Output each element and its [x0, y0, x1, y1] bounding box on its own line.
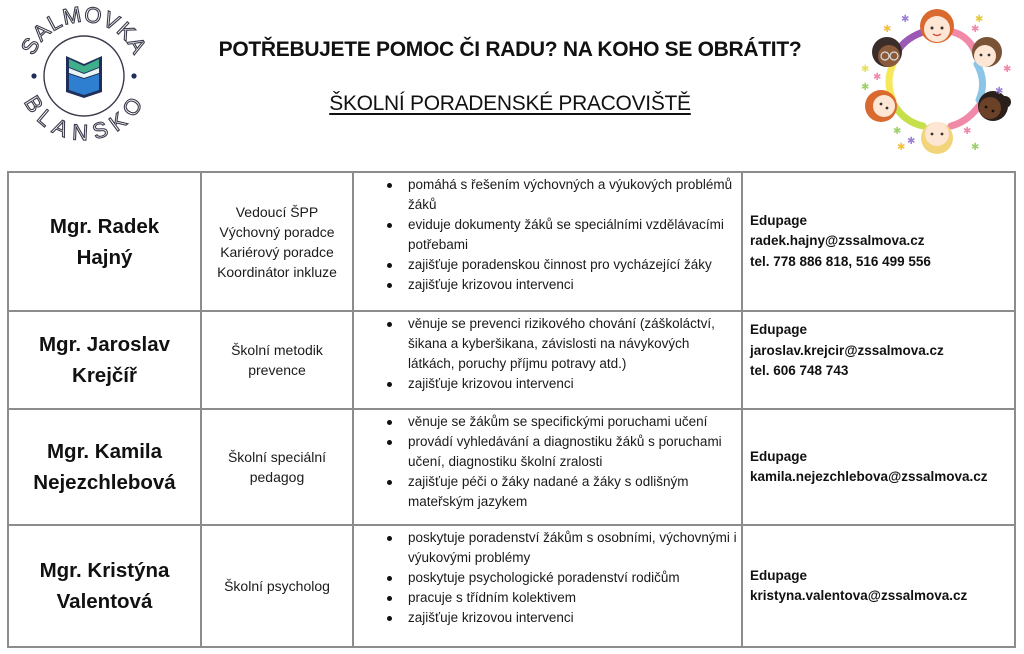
staff-contact — [742, 409, 1015, 525]
staff-name — [8, 311, 201, 409]
contact-phone: tel. 606 748 743 — [750, 363, 849, 378]
child-bottom — [921, 122, 953, 154]
staff-contact — [742, 172, 1015, 311]
duty-item: provádí vyhledávání a diagnostiku žáků s poruchami učení, diagnostiku školní zralosti — [408, 432, 737, 472]
svg-text:✱: ✱ — [971, 24, 980, 35]
staff-role — [201, 525, 353, 647]
duties-list — [354, 314, 737, 394]
duty-item: věnuje se žákům se specifickými poruchami učení — [408, 412, 737, 432]
contact-email[interactable]: kristyna.valentova@zssalmova.cz — [750, 588, 968, 603]
contact-edupage: Edupage — [750, 212, 808, 228]
staff-role — [201, 409, 353, 525]
svg-text:✱: ✱ — [975, 14, 984, 25]
children-circle-illustration — [853, 2, 1019, 158]
logo-top-text: SALMOVKA — [15, 2, 153, 59]
staff-duties — [353, 525, 742, 647]
child-top — [920, 9, 954, 43]
role-line: Školní speciální — [227, 449, 327, 465]
child-top-left — [872, 37, 902, 67]
svg-text:✱: ✱ — [971, 142, 980, 153]
contact-email[interactable]: jaroslav.krejcir@zssalmova.cz — [750, 342, 944, 358]
duty-item: pomáhá s řešením výchovných a výukových problémů žáků — [408, 175, 737, 215]
staff-role — [201, 311, 353, 409]
svg-text:✱: ✱ — [901, 14, 910, 25]
logo-dot-left — [31, 73, 36, 78]
role-line: Vedoucí ŠPP — [235, 203, 319, 220]
staff-duties — [353, 172, 742, 311]
role-line: Výchovný poradce — [219, 223, 335, 240]
duty-item: věnuje se prevenci rizikového chování (záškoláctví, šikana a kyberšikana, závislosti na návykových látkách, poruchy příjmu potravy atd.) — [408, 314, 737, 374]
staff-name — [8, 525, 201, 647]
staff-role — [201, 172, 353, 311]
table-row — [8, 525, 1015, 647]
staff-name — [8, 409, 201, 525]
role-line: Školní metodik — [231, 342, 323, 358]
duty-item: zajišťuje poradenskou činnost pro vycházející žáky — [408, 255, 737, 275]
table-row — [8, 172, 1015, 311]
duty-item: poskytuje psychologické poradenství rodičům — [408, 568, 737, 588]
staff-name — [8, 172, 201, 311]
role-line: Školní psycholog — [224, 578, 330, 594]
duty-item: poskytuje poradenství žákům s osobními, výchovnými i výukovými problémy — [408, 528, 737, 568]
book-icon — [66, 56, 102, 98]
staff-name-line: Mgr. Kamila — [46, 440, 163, 463]
staff-name-line: Mgr. Radek — [49, 214, 160, 238]
table-row — [8, 311, 1015, 409]
contact-phone: tel. 778 886 818, 516 499 556 — [750, 253, 931, 269]
svg-text:✱: ✱ — [883, 24, 892, 35]
role-line: Koordinátor inkluze — [217, 263, 337, 280]
contact-edupage: Edupage — [750, 448, 808, 464]
logo-bottom-text: BLANSKO — [19, 91, 149, 146]
subtitle-text: ŠKOLNÍ PORADENSKÉ PRACOVIŠTĚ — [329, 92, 691, 115]
staff-name-line: Valentová — [56, 590, 153, 613]
duties-list — [354, 175, 737, 295]
contact-email[interactable]: radek.hajny@zssalmova.cz — [750, 233, 925, 249]
role-line: prevence — [248, 362, 306, 378]
staff-contact — [742, 311, 1015, 409]
duties-list — [354, 412, 737, 512]
svg-text:✱: ✱ — [995, 86, 1004, 97]
svg-text:✱: ✱ — [893, 126, 902, 137]
svg-text:BLANSKO — [19, 91, 148, 145]
role-line: pedagog — [249, 469, 305, 485]
duties-list — [354, 528, 737, 628]
svg-text:SALMOVKA — [16, 2, 152, 59]
staff-duties — [353, 311, 742, 409]
svg-text:✱: ✱ — [861, 64, 870, 75]
staff-duties — [353, 409, 742, 525]
staff-contact — [742, 525, 1015, 647]
svg-text:✱: ✱ — [1003, 64, 1012, 75]
page-title: POTŘEBUJETE POMOC ČI RADU? NA KOHO SE OBRÁTIT? — [218, 38, 802, 61]
child-bottom-left — [865, 90, 897, 122]
staff-table — [7, 171, 1016, 648]
school-logo — [8, 2, 160, 148]
role-line: Kariérový poradce — [220, 243, 334, 260]
child-top-right — [972, 37, 1002, 67]
staff-name-line: Krejčíř — [72, 364, 137, 387]
staff-name-line: Nejezchlebová — [33, 471, 176, 494]
page-subtitle — [170, 92, 850, 116]
logo-dot-right — [131, 73, 136, 78]
svg-text:✱: ✱ — [861, 82, 870, 93]
staff-name-line: Mgr. Kristýna — [39, 559, 170, 582]
contact-edupage: Edupage — [750, 567, 808, 583]
duty-item: eviduje dokumenty žáků se speciálními vzdělávacími potřebami — [408, 215, 737, 255]
svg-text:✱: ✱ — [897, 142, 906, 153]
svg-text:✱: ✱ — [873, 72, 882, 83]
svg-text:✱: ✱ — [907, 136, 916, 147]
table-row — [8, 409, 1015, 525]
staff-name-line: Hajný — [76, 245, 133, 269]
contact-email[interactable]: kamila.nejezchlebova@zssalmova.cz — [750, 469, 988, 484]
duty-item: zajišťuje krizovou intervenci — [408, 608, 737, 628]
duty-item: zajišťuje péči o žáky nadané a žáky s odlišným mateřským jazykem — [408, 472, 737, 512]
duty-item: zajišťuje krizovou intervenci — [408, 275, 737, 295]
svg-text:✱: ✱ — [963, 126, 972, 137]
contact-edupage: Edupage — [750, 322, 808, 337]
duty-item: pracuje s třídním kolektivem — [408, 588, 737, 608]
duty-item: zajišťuje krizovou intervenci — [408, 374, 737, 394]
staff-name-line: Mgr. Jaroslav — [38, 333, 171, 356]
